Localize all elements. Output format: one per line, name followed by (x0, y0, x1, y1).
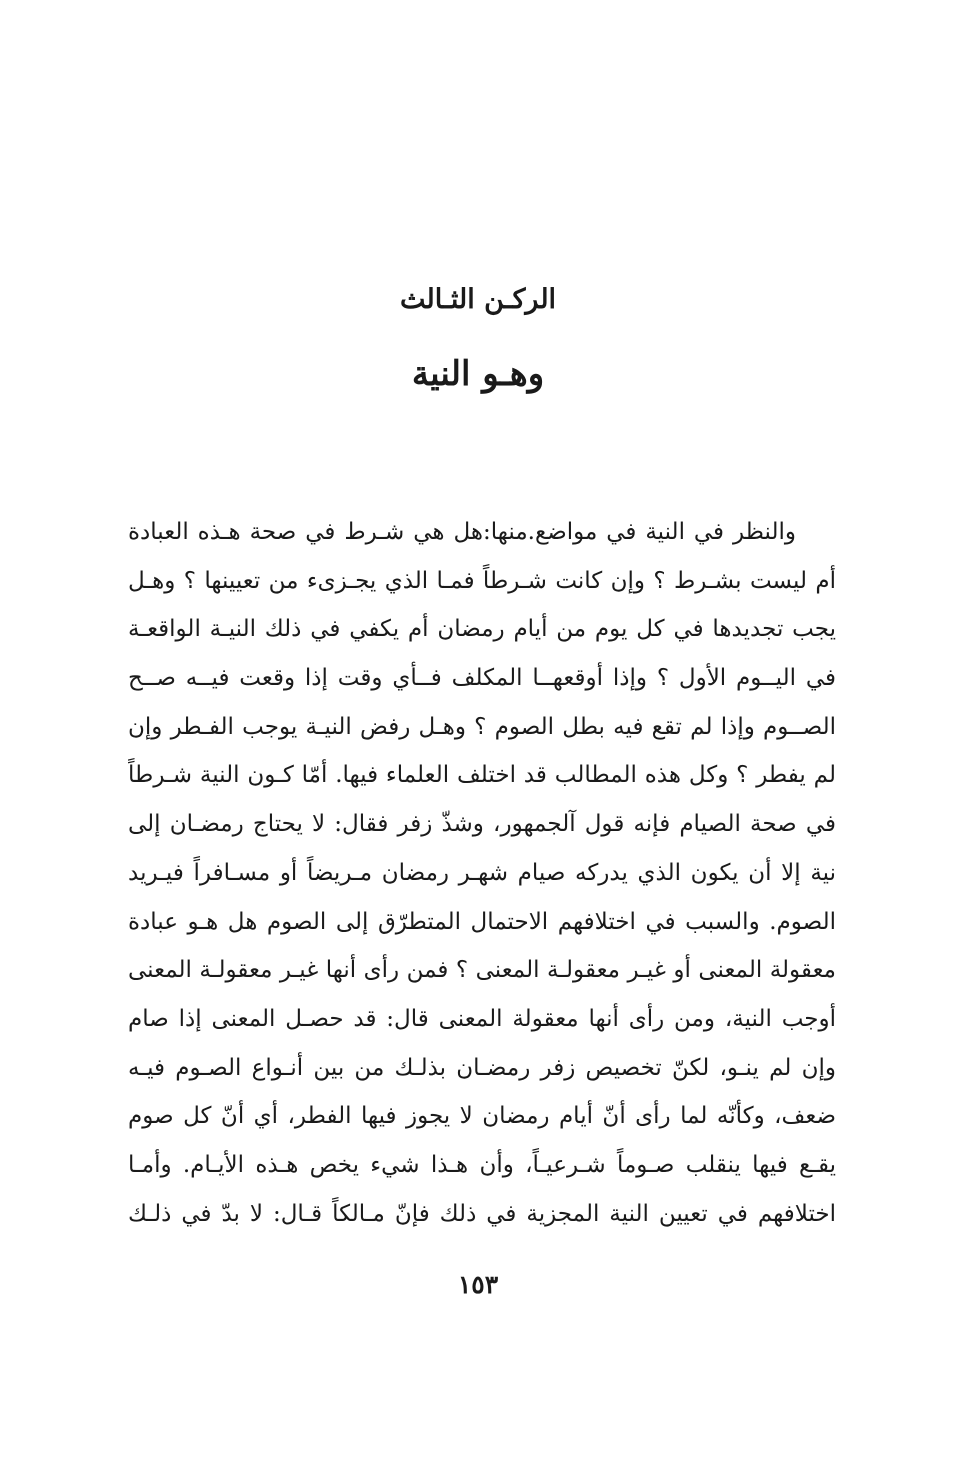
text-line: أوجب النية، ومن رأى أنها معقولة المعنى قال: قد حصـل المعنى إذا صام (128, 1005, 836, 1032)
text-line: ضعف، وكأنّه لما رأى أنّ أيام رمضان لا يجوز فيها الفطر، أي أنّ كل صوم (128, 1103, 836, 1130)
text-line: يجب تجديدها في كل يوم من أيام رمضان أم يكفي في ذلك النيـة الواقعـة (128, 616, 836, 643)
text-line: لم يفطر ؟ وكل هذه المطالب قد اختلف العلماء فيها. أمّا كـون النية شـرطاً (128, 762, 836, 789)
text-line: أم ليست بشـرط ؟ وإن كانت شـرطاً فمـا الذي يجـزىء من تعيينها ؟ وهـل (128, 567, 836, 594)
text-line: الصوم. والسبب في اختلافهم الاحتمال المتطرّق إلى الصوم هل هـو عبادة (128, 908, 836, 935)
page-number: ١٥٣ (457, 1270, 499, 1299)
section-subtitle: وهـو النية (411, 354, 545, 394)
text-line: في صحة الصيام فإنه قول آلجمهور، وشذّ زفر فقال: لا يحتاج رمضـان إلى (128, 811, 836, 838)
text-line: نية إلا أن يكون الذي يدركه صيام شهـر رمضان مـريضاً أو مسـافراً فيـريد (128, 859, 836, 886)
text-line: يقـع فيها ينقلب صـوماً شـرعيـاً، وأن هـذا شيء يخص هـذه الأيـام. وأمـا (128, 1151, 836, 1178)
section-title: الركـن الثـالث (399, 284, 557, 315)
text-line: والنظر في النية في مواضع.منها:هل هي شـرط في صحة هـذه العبادة (128, 519, 796, 545)
text-line: الصــوم وإذا لم تقع فيه بطل الصوم ؟ وهـل رفض النيـة يوجب الفـطر وإن (128, 713, 836, 740)
text-line: معقولة المعنى أو غيـر معقولـة المعنى ؟ فمن رأى أنها غيـر معقولـة المعنى (128, 957, 836, 984)
text-line: اختلافهم في تعيين النية المجزية في ذلك فإنّ مـالكاً قـال: لا بدّ في ذلـك (128, 1200, 836, 1227)
text-line: وإن لم ينـو، لكنّ تخصيص زفر رمضـان بذلـك من بين أنـواع الصـوم فيـه (128, 1054, 836, 1081)
text-line: في اليــوم الأول ؟ وإذا أوقعهــا المكلف فــأي وقت إذا وقعت فيــه صــح (128, 665, 836, 692)
body-paragraph (128, 508, 836, 1238)
